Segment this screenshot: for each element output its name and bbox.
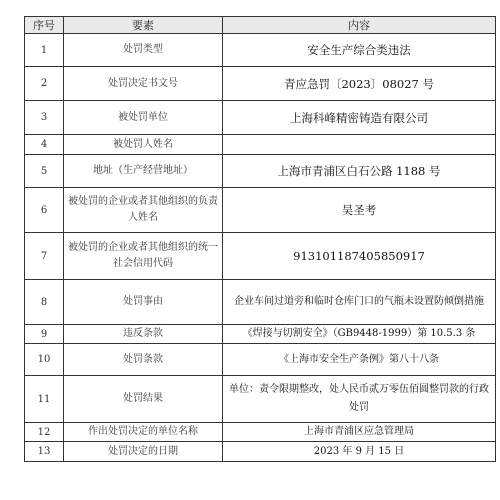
- row-element: 处罚结果: [64, 376, 223, 423]
- row-no: 1: [25, 34, 64, 67]
- row-no: 7: [25, 233, 64, 280]
- row-content: 安全生产综合类违法: [223, 34, 496, 67]
- header-content: 内容: [223, 17, 496, 34]
- table-row: [25, 34, 496, 67]
- row-content: 上海科峰精密铸造有限公司: [223, 101, 496, 135]
- table-row: [25, 280, 496, 325]
- penalty-info-table: [24, 16, 496, 462]
- row-element: 处罚决定的日期: [64, 442, 223, 462]
- row-element: 被处罚的企业或者其他组织的统一社会信用代码: [64, 233, 223, 280]
- table-row: [25, 344, 496, 376]
- row-content: 青应急罚〔2023〕08027 号: [223, 67, 496, 101]
- row-no: 6: [25, 188, 64, 233]
- row-element: 处罚条款: [64, 344, 223, 376]
- row-content: 《焊接与切割安全》（GB9448-1999）第 10.5.3 条: [223, 325, 496, 344]
- row-no: 2: [25, 67, 64, 101]
- header-element: 要素: [64, 17, 223, 34]
- row-content: 上海市青浦区白石公路 1188 号: [223, 155, 496, 188]
- row-element: 处罚类型: [64, 34, 223, 67]
- row-no: 11: [25, 376, 64, 423]
- table-row: [25, 67, 496, 101]
- row-content: 2023 年 9 月 15 日: [223, 442, 496, 462]
- row-content: 单位：责令限期整改，处人民币贰万零伍佰圆整罚款的行政处罚: [223, 376, 496, 423]
- row-element: 地址（生产经营地址）: [64, 155, 223, 188]
- row-element: 被处罚单位: [64, 101, 223, 135]
- table-row: [25, 101, 496, 135]
- row-no: 12: [25, 423, 64, 442]
- header-no: 序号: [25, 17, 64, 34]
- table-row: [25, 188, 496, 233]
- row-no: 13: [25, 442, 64, 462]
- row-content: 913101187405850917: [223, 233, 496, 280]
- table-row: [25, 155, 496, 188]
- table-row: [25, 442, 496, 462]
- row-no: 4: [25, 135, 64, 155]
- row-element: 作出处罚决定的单位名称: [64, 423, 223, 442]
- row-content: 企业车间过道旁和临时仓库门口的气瓶未设置防倾倒措施: [223, 280, 496, 325]
- row-no: 3: [25, 101, 64, 135]
- row-no: 5: [25, 155, 64, 188]
- row-element: 处罚事由: [64, 280, 223, 325]
- row-content: 《上海市安全生产条例》第八十八条: [223, 344, 496, 376]
- row-element: 违反条款: [64, 325, 223, 344]
- table-header-row: [25, 17, 496, 34]
- row-no: 10: [25, 344, 64, 376]
- table-row: [25, 376, 496, 423]
- table-row: [25, 233, 496, 280]
- table-row: [25, 325, 496, 344]
- row-element: 被处罚的企业或者其他组织的负责人姓名: [64, 188, 223, 233]
- table-row: [25, 423, 496, 442]
- row-content: [223, 135, 496, 155]
- row-element: 被处罚人姓名: [64, 135, 223, 155]
- row-element: 处罚决定书文号: [64, 67, 223, 101]
- row-no: 9: [25, 325, 64, 344]
- row-content: 吴圣考: [223, 188, 496, 233]
- row-no: 8: [25, 280, 64, 325]
- table-row: [25, 135, 496, 155]
- row-content: 上海市青浦区应急管理局: [223, 423, 496, 442]
